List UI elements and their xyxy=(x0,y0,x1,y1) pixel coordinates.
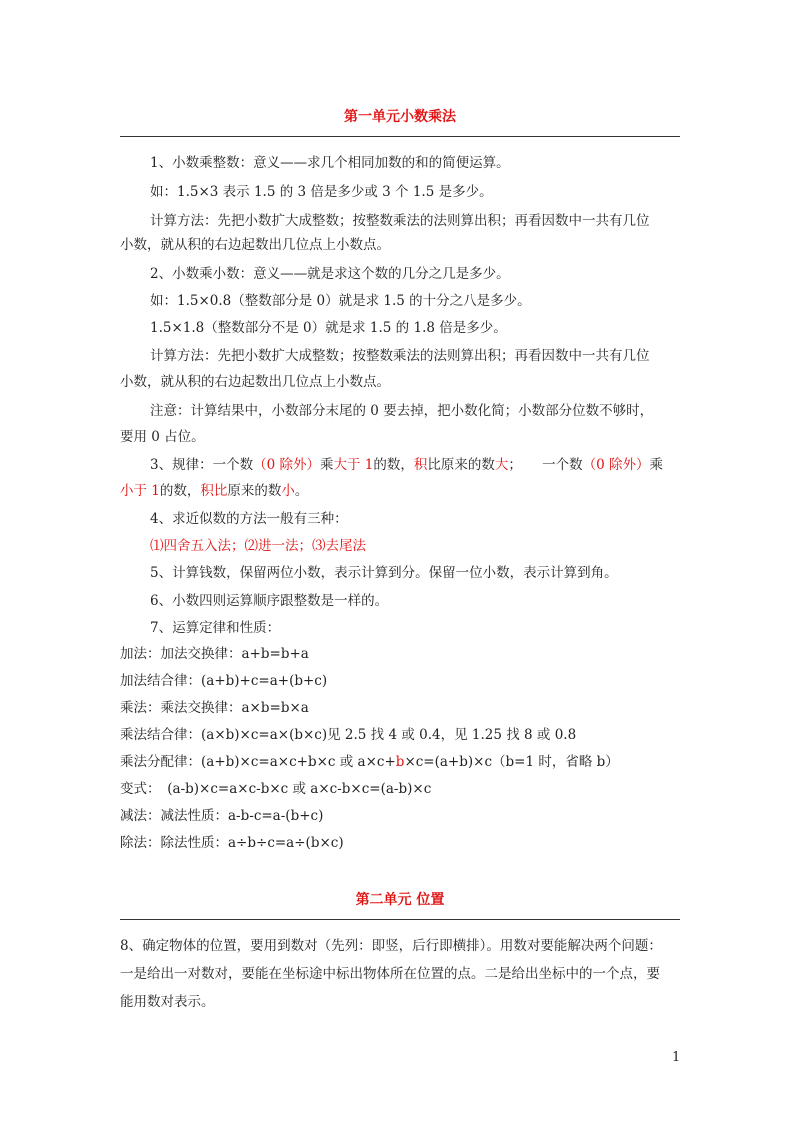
rule-highlight: 大 xyxy=(494,457,509,473)
rule-text: ； 一个数 xyxy=(508,457,583,473)
rule-text: 3、规律：一个数 xyxy=(150,457,254,473)
paragraph-3a: 计算方法：先把小数扩大成整数；按整数乘法的法则算出积；再看因数中一共有几位 xyxy=(150,213,650,229)
paragraph-14: 7、运算定律和性质： xyxy=(150,620,281,636)
paragraph-8b: 要用 0 占位。 xyxy=(120,429,205,445)
rule-text: 乘 xyxy=(649,457,664,473)
paragraph-8a: 注意：计算结果中，小数部分末尾的 0 要去掉，把小数化简；小数部分位数不够时， xyxy=(150,403,654,419)
law-line-3: 乘法：乘法交换律：a×b=b×a xyxy=(120,700,309,716)
rule-highlight: （0 除外） xyxy=(582,457,650,473)
paragraph-6: 1.5×1.8（整数部分不是 0）就是求 1.5 的 1.8 倍是多少。 xyxy=(150,320,507,336)
law-line-8: 除法：除法性质：a÷b÷c=a÷(b×c) xyxy=(120,835,344,851)
rule-line-a xyxy=(150,456,663,474)
law-line-4: 乘法结合律：(a×b)×c=a×(b×c)见 2.5 找 4 或 0.4，见 1.25 找 8 或 0.8 xyxy=(120,727,577,743)
rule-line-b xyxy=(120,482,308,500)
rule-text: 的数， xyxy=(373,457,414,473)
law-line-2: 加法结合律：(a+b)+c=a+(b+c) xyxy=(120,673,328,689)
unit2-paragraph-a: 8、确定物体的位置，要用到数对（先列：即竖，后行即横排）。用数对要能解决两个问题： xyxy=(120,938,662,954)
paragraph-4: 2、小数乘小数：意义——就是求这个数的几分之几是多少。 xyxy=(150,266,510,282)
unit2-paragraph-b: 一是给出一对数对，要能在坐标途中标出物体所在位置的点。二是给出坐标中的一个点，要 xyxy=(120,966,660,982)
law-highlight: b xyxy=(395,754,405,770)
rule-text: 比原来的数 xyxy=(427,457,495,473)
rule-highlight: 大于 1 xyxy=(333,457,374,473)
rule-highlight: 积 xyxy=(413,457,428,473)
rule-text: 乘 xyxy=(319,457,334,473)
paragraph-13: 6、小数四则运算顺序跟整数是一样的。 xyxy=(150,593,389,609)
unit1-title: 第一单元小数乘法 xyxy=(344,109,456,125)
paragraph-5: 如：1.5×0.8（整数部分是 0）就是求 1.5 的十分之八是多少。 xyxy=(150,293,531,309)
paragraph-7b: 小数，就从积的右边起数出几位点上小数点。 xyxy=(120,374,390,390)
unit2-paragraph-c: 能用数对表示。 xyxy=(120,994,215,1010)
paragraph-1: 1、小数乘整数：意义——求几个相同加数的和的简便运算。 xyxy=(150,155,510,171)
law-line-7: 减法：减法性质：a-b-c=a-(b+c) xyxy=(120,808,324,824)
paragraph-3b: 小数，就从积的右边起数出几位点上小数点。 xyxy=(120,237,390,253)
rounding-methods: ⑴四舍五入法；⑵进一法；⑶去尾法 xyxy=(150,538,366,554)
rule-highlight: 小于 1 xyxy=(120,483,160,499)
law-line-1: 加法：加法交换律：a+b=b+a xyxy=(120,646,309,662)
unit1-divider xyxy=(120,136,680,137)
law-line-6: 变式： (a-b)×c=a×c-b×c 或 a×c-b×c=(a-b)×c xyxy=(120,781,432,797)
paragraph-10: 4、求近似数的方法一般有三种： xyxy=(150,511,348,527)
rule-highlight: （0 除外） xyxy=(253,457,320,473)
unit2-divider xyxy=(120,919,680,920)
rule-text: 原来的数 xyxy=(227,483,282,499)
unit2-title: 第二单元 位置 xyxy=(355,892,445,908)
rule-highlight: 积比 xyxy=(200,483,228,499)
rule-text: 。 xyxy=(294,483,309,499)
rule-highlight: 小 xyxy=(281,483,295,499)
law-line-5 xyxy=(120,753,619,771)
law-text: ×c=(a+b)×c（b=1 时，省略 b） xyxy=(404,754,619,770)
paragraph-12: 5、计算钱数，保留两位小数，表示计算到分。保留一位小数，表示计算到角。 xyxy=(150,565,618,581)
paragraph-2: 如：1.5×3 表示 1.5 的 3 倍是多少或 3 个 1.5 是多少。 xyxy=(150,184,493,200)
paragraph-7a: 计算方法：先把小数扩大成整数；按整数乘法的法则算出积；再看因数中一共有几位 xyxy=(150,348,650,364)
rule-text: 的数， xyxy=(159,483,201,499)
law-text: 乘法分配律：(a+b)×c=a×c+b×c 或 a×c+ xyxy=(120,754,396,770)
page-number: 1 xyxy=(672,1050,681,1065)
